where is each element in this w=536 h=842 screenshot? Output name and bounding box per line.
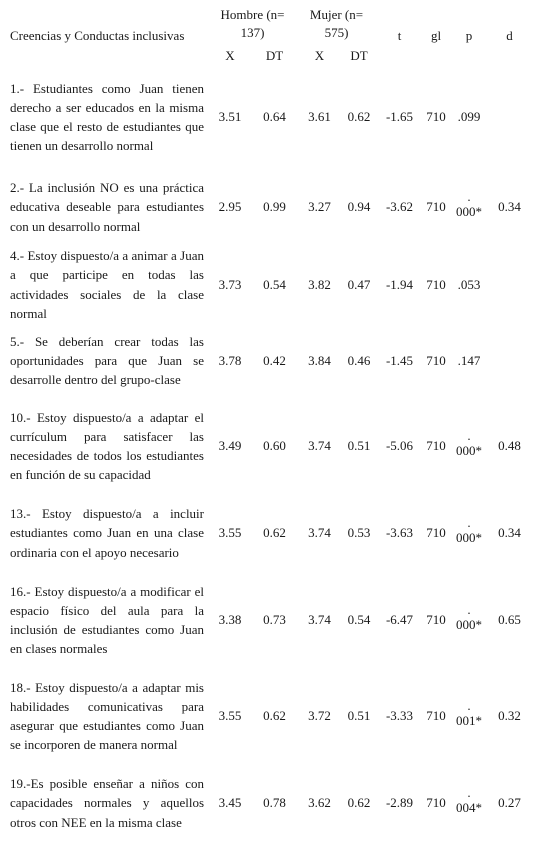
p-dot: . xyxy=(467,698,471,714)
p-value: 000* xyxy=(456,617,483,633)
item-text: 10.- Estoy dispuesto/a a adaptar el currículum para satisfacer las necesidades de todos los estudiantes en función de su capacidad xyxy=(10,409,204,483)
table-row xyxy=(8,398,530,494)
mujer-dt: 0.94 xyxy=(347,199,371,215)
header-title: Creencias y Conductas inclusivas xyxy=(10,28,185,44)
hombre-x: 2.95 xyxy=(218,199,242,215)
p-value-cell xyxy=(449,494,489,572)
t-value: -2.89 xyxy=(385,795,414,811)
p-value-cell xyxy=(449,668,489,764)
p-dot: . xyxy=(467,785,471,801)
d-value xyxy=(489,66,530,168)
table-row xyxy=(8,246,530,323)
item-text: 13.- Estoy dispuesto/a a incluir estudiantes como Juan en una clase ordinaria con el apoyo necesario xyxy=(10,506,204,560)
d-value: 0.48 xyxy=(498,438,521,454)
d-value xyxy=(489,246,530,323)
p-value: .099 xyxy=(457,109,481,125)
hombre-x: 3.38 xyxy=(218,612,242,628)
gl-value: 710 xyxy=(426,438,446,454)
gl-value: 710 xyxy=(426,276,446,292)
hombre-dt: 0.64 xyxy=(263,109,286,125)
hombre-x: 3.73 xyxy=(218,276,242,292)
d-value: 0.34 xyxy=(498,525,521,541)
header-p: p xyxy=(465,28,473,43)
gl-value: 710 xyxy=(426,612,446,628)
item-text: 16.- Estoy dispuesto/a a modificar el espacio físico del aula para la inclusión de estudiantes como Juan en clases normales xyxy=(10,583,204,657)
p-value-cell xyxy=(449,764,489,842)
hombre-dt: 0.73 xyxy=(263,612,286,628)
t-value: -6.47 xyxy=(385,612,414,628)
header-x-mujer: X xyxy=(314,48,325,63)
d-value: 0.65 xyxy=(498,612,521,628)
table-row xyxy=(8,323,530,398)
hombre-dt: 0.54 xyxy=(263,276,286,292)
mujer-dt: 0.53 xyxy=(347,525,371,541)
p-value-cell xyxy=(449,168,489,246)
p-value: 004* xyxy=(456,800,483,816)
mujer-dt: 0.62 xyxy=(347,109,371,125)
mujer-dt: 0.62 xyxy=(347,795,371,811)
mujer-x: 3.27 xyxy=(308,199,331,215)
mujer-x: 3.62 xyxy=(308,795,331,811)
mujer-x: 3.74 xyxy=(308,612,331,628)
item-text: 2.- La inclusión NO es una práctica educativa deseable para estudiantes con un desarrollo normal xyxy=(10,180,204,234)
hombre-dt: 0.62 xyxy=(263,708,286,724)
header-d: d xyxy=(506,28,513,43)
header-hombre: Hombre (n= 137) xyxy=(220,7,285,40)
t-value: -5.06 xyxy=(385,438,414,454)
mujer-x: 3.74 xyxy=(308,438,331,454)
mujer-dt: 0.51 xyxy=(347,438,371,454)
header-row-2 xyxy=(8,46,530,66)
table-row xyxy=(8,572,530,668)
hombre-dt: 0.99 xyxy=(263,199,286,215)
d-value xyxy=(489,323,530,398)
mujer-dt: 0.54 xyxy=(347,612,371,628)
hombre-x: 3.55 xyxy=(218,708,242,724)
p-dot: . xyxy=(467,602,471,618)
hombre-x: 3.51 xyxy=(218,109,242,125)
mujer-dt: 0.51 xyxy=(347,708,371,724)
header-mujer: Mujer (n= 575) xyxy=(309,7,364,40)
header-x-hombre: X xyxy=(225,48,235,63)
gl-value: 710 xyxy=(426,199,446,215)
hombre-dt: 0.60 xyxy=(263,438,286,454)
mujer-x: 3.74 xyxy=(308,525,331,541)
hombre-x: 3.78 xyxy=(218,352,242,368)
gl-value: 710 xyxy=(426,109,446,125)
gl-value: 710 xyxy=(426,352,446,368)
header-row-1 xyxy=(8,6,530,46)
mujer-x: 3.84 xyxy=(308,352,331,368)
t-value: -1.94 xyxy=(385,276,414,292)
d-value: 0.34 xyxy=(498,199,521,215)
p-value-cell xyxy=(449,572,489,668)
results-table xyxy=(8,6,530,842)
p-value: .053 xyxy=(457,276,481,292)
item-text: 5.- Se deberían crear todas las oportunidades para que Juan se desarrolle dentro del grupo-clase xyxy=(10,333,204,388)
p-dot: . xyxy=(467,189,471,205)
t-value: -3.63 xyxy=(385,525,414,541)
hombre-x: 3.55 xyxy=(218,525,242,541)
p-value-cell xyxy=(449,398,489,494)
p-value: 000* xyxy=(456,443,483,459)
t-value: -1.45 xyxy=(385,352,414,368)
p-value: 000* xyxy=(456,204,483,220)
d-value: 0.32 xyxy=(498,708,521,724)
header-gl: gl xyxy=(430,28,442,43)
mujer-dt: 0.46 xyxy=(347,352,371,368)
t-value: -3.33 xyxy=(385,708,414,724)
hombre-dt: 0.42 xyxy=(263,352,286,368)
header-dt-mujer: DT xyxy=(350,48,368,63)
mujer-x: 3.72 xyxy=(308,708,331,724)
item-text: 1.- Estudiantes como Juan tienen derecho a ser educados en la misma clase que el resto de estudiantes que tienen un desarrollo normal xyxy=(10,80,204,154)
gl-value: 710 xyxy=(426,795,446,811)
table-row xyxy=(8,168,530,246)
table-row xyxy=(8,66,530,168)
d-value: 0.27 xyxy=(498,795,521,811)
item-text: 19.-Es posible enseñar a niños con capacidades normales y aquellos otros con NEE en la misma clase xyxy=(10,776,204,830)
p-dot: . xyxy=(467,428,471,444)
mujer-dt: 0.47 xyxy=(347,276,371,292)
item-text: 4.- Estoy dispuesto/a a animar a Juan a que participe en todas las actividades sociales de la clase normal xyxy=(10,248,204,321)
header-dt-hombre: DT xyxy=(265,48,284,63)
hombre-dt: 0.62 xyxy=(263,525,286,541)
gl-value: 710 xyxy=(426,525,446,541)
hombre-x: 3.49 xyxy=(218,438,242,454)
table-row xyxy=(8,494,530,572)
p-dot: . xyxy=(467,515,471,531)
item-text: 18.- Estoy dispuesto/a a adaptar mis habilidades comunicativas para asegurar que estudiantes como Juan se incorporen de manera normal xyxy=(10,679,204,753)
mujer-x: 3.61 xyxy=(308,109,331,125)
t-value: -1.65 xyxy=(385,109,414,125)
mujer-x: 3.82 xyxy=(308,276,331,292)
table-row xyxy=(8,764,530,842)
hombre-x: 3.45 xyxy=(218,795,242,811)
hombre-dt: 0.78 xyxy=(263,795,286,811)
table-row xyxy=(8,668,530,764)
header-t: t xyxy=(397,28,402,43)
p-value: .147 xyxy=(457,352,481,368)
p-value: 000* xyxy=(456,530,483,546)
t-value: -3.62 xyxy=(385,199,414,215)
p-value: 001* xyxy=(456,713,483,729)
gl-value: 710 xyxy=(426,708,446,724)
